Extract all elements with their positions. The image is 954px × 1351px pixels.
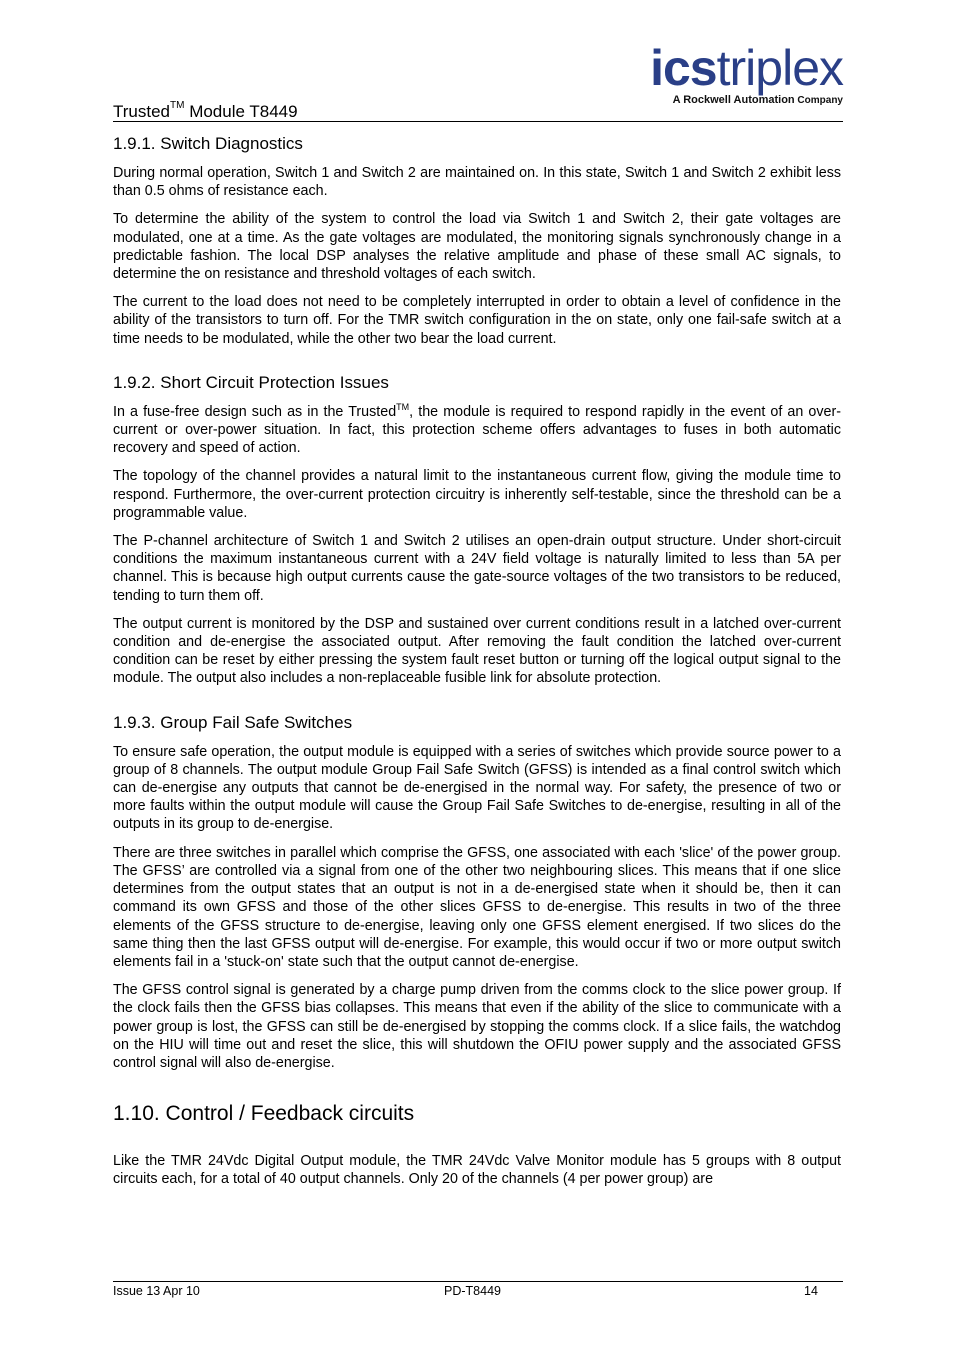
logo-tagline-company: Company [794,95,843,106]
ics-triplex-logo [650,42,843,106]
footer-doc-id: PD-T8449 [444,1284,501,1298]
paragraph-text: In a fuse-free design such as in the Trusted [113,403,397,420]
paragraph: To ensure safe operation, the output module is equipped with a series of switches which provide source power to a group of 8 channels. The output module Group Fail Safe Switch (GFSS) is intended as a final control switch which can de-energise any outputs that cannot be de-energised in the normal way. For safety, the presence of two or more faults within the output module will cause the Group Fail Safe Switches to de-energise, resulting in all of the outputs in its group to de-energise. [113,743,841,833]
paragraph: The topology of the channel provides a natural limit to the instantaneous current flow, giving the module time to respond. Furthermore, the over-current protection circuitry is inherently self-testable, since the threshold can be a programmable value. [113,468,841,521]
footer-divider [113,1281,843,1282]
logo-ics: ics [650,40,717,96]
paragraph [113,403,841,458]
paragraph: During normal operation, Switch 1 and Switch 2 are maintained on. In this state, Switch 1 and Switch 2 exhibit less than 0.5 ohms of resistance each. [113,165,841,200]
footer-page-number: 14 [804,1284,818,1298]
paragraph: The GFSS control signal is generated by a charge pump driven from the comms clock to the slice power group. If the clock fails then the GFSS bias collapses. This means that even if the ability of the slice to communicate with a power group is lost, the GFSS can still be de-energised by stopping the comms clock. If a slice fails, the watchdog on the HIU will time out and reset the slice, this will shutdown the OFIU power supply and the associated GFSS control signal will also de-energise. [113,982,841,1071]
section-heading-short-circuit: 1.9.2. Short Circuit Protection Issues [113,372,389,392]
paragraph: There are three switches in parallel which comprise the GFSS, one associated with each 'slice' of the power group. The GFSS’ are controlled via a signal from one of the other two neighbouring slices. This means that if one slice determines from the output states that an output is not in a de-energised state when it should be, then it can command its own GFSS and those of the other slices GFSS to de-energise. This results in two of the three elements of the GFSS structure to de-energise, leaving only one GFSS element energised. If two slices do the same thing then the last GFSS output will de-energise. For example, this would occur if two or more output switch elements fail in a 'stuck-on' state such that the output cannot de-energise. [113,844,841,970]
section-heading-control-feedback: 1.10. Control / Feedback circuits [113,1102,415,1126]
paragraph: Like the TMR 24Vdc Digital Output module, the TMR 24Vdc Valve Monitor module has 5 groups with 8 output circuits each, for a total of 40 output channels. Only 20 of the channels (4 per power group) are [113,1153,841,1188]
document-title [113,102,298,122]
title-prefix: Trusted [113,102,171,121]
footer-issue: Issue 13 Apr 10 [113,1284,200,1298]
trademark-sup: TM [396,401,410,412]
paragraph: To determine the ability of the system to control the load via Switch 1 and Switch 2, their gate voltages are modulated, one at a time. As the gate voltages are modulated, the monitoring signals synchronously change in a predictable fashion. The local DSP analyses the relative amplitude and phase of these small AC signals, to determine the on resistance and threshold voltages of each switch. [113,211,841,283]
logo-wordmark [650,42,843,94]
title-suffix: Module T8449 [184,102,298,121]
logo-tagline-main: A Rockwell Automation [672,94,795,106]
paragraph-text: , the module is required to respond rapidly in the event of an over-current or over-power situation. In fact, this protection scheme offers advantages to fuses in both automatic recovery and speed of action. [113,403,841,457]
paragraph: The output current is monitored by the DSP and sustained over current conditions result in a latched over-current condition and de-energise the associated output. After removing the fault condition the latched over-current condition can be reset by either pressing the system fault reset button or turning off the logical output signal to the module. The output also includes a non-replaceable fusible link for absolute protection. [113,615,841,687]
logo-tagline [650,94,843,106]
page-header [113,40,843,122]
section-heading-group-fail-safe: 1.9.3. Group Fail Safe Switches [113,712,353,732]
document-body [113,133,841,1199]
trademark-sup: TM [170,100,185,111]
logo-triplex: triplex [716,40,843,96]
header-divider [113,121,843,122]
paragraph: The current to the load does not need to be completely interrupted in order to obtain a level of confidence in the ability of the transistors to turn off. For the TMR switch configuration in the on state, only one fail-safe switch at a time needs to be modulated, while the other two bear the load current. [113,294,841,347]
paragraph: The P-channel architecture of Switch 1 and Switch 2 utilises an open-drain output structure. Under short-circuit conditions the maximum instantaneous current with a 24V field voltage is naturally limited to less than 5A per channel. This is because high output currents cause the gate-source voltages of the two transistors to be reduced, tending to turn them off. [113,533,841,604]
section-heading-switch-diagnostics: 1.9.1. Switch Diagnostics [113,134,303,153]
